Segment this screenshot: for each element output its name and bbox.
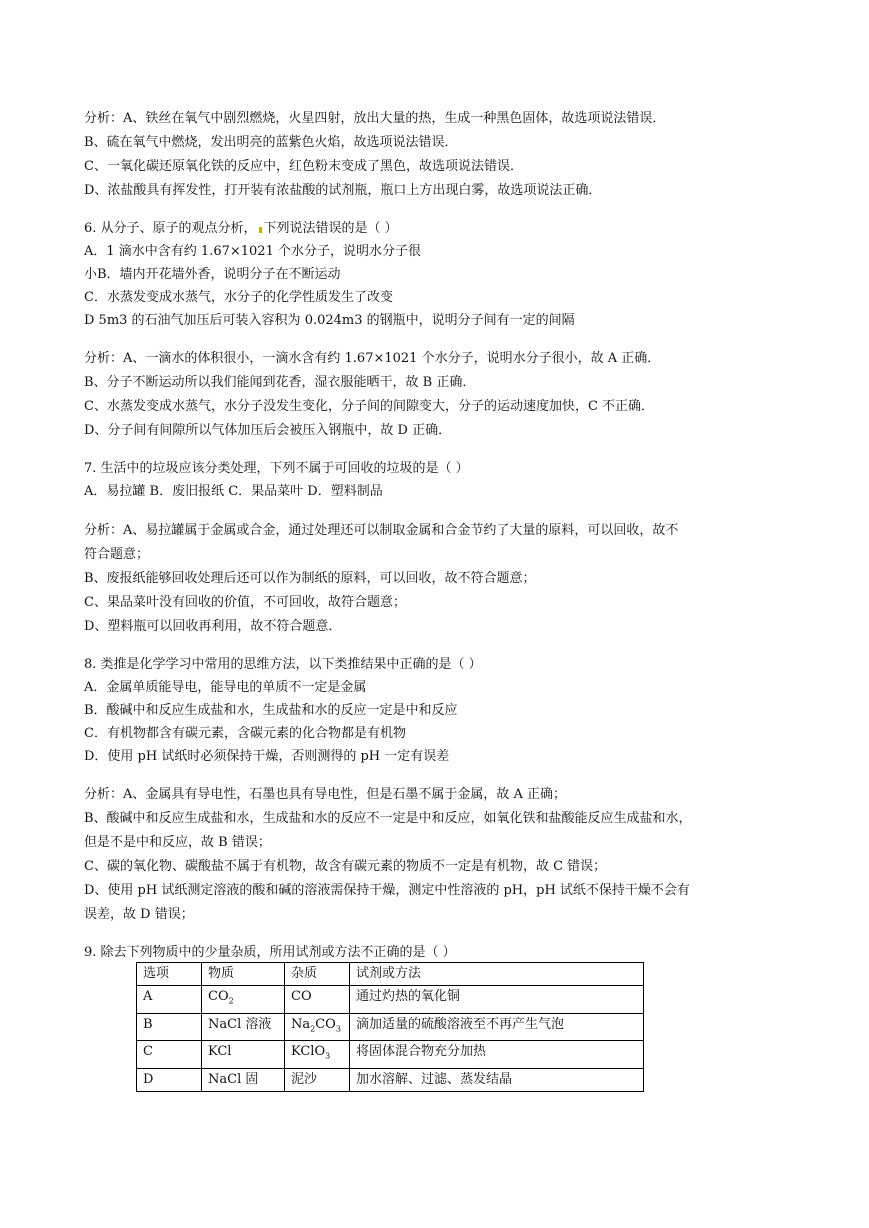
table-cell [285, 1041, 350, 1069]
table-cell: 通过灼热的氧化铜 [350, 986, 644, 1014]
text-line: 分析：A、易拉罐属于金属或合金，通过处理还可以制取金属和合金节约了大量的原料，可以回收，故不 [84, 523, 679, 538]
table-cell: 将固体混合物充分加热 [350, 1041, 644, 1069]
formula-text: Na [291, 1016, 311, 1032]
subscript: 3 [325, 1051, 331, 1061]
text-line: 分析：A、一滴水的体积很小，一滴水含有约 1.67×1021 个水分子，说明水分子很小，故 A 正确． [84, 351, 661, 366]
question-8: 8. 类推是化学学习中常用的思维方法，以下类推结果中正确的是（ ） [84, 657, 482, 672]
option-line: D 5m3 的石油气加压后可装入容积为 0.024m3 的钢瓶中，说明分子间有一定的间隔 [84, 313, 575, 328]
text-line: D、浓盐酸具有挥发性，打开装有浓盐酸的试剂瓶，瓶口上方出现白雾，故选项说法正确． [84, 183, 602, 198]
text-line: 误差，故 D 错误； [84, 907, 194, 922]
text-line: B、酸碱中和反应生成盐和水，生成盐和水的反应不一定是中和反应，如氧化铁和盐酸能反应生成盐和水， [84, 811, 692, 826]
text-line: C、一氧化碳还原氧化铁的反应中，红色粉末变成了黑色，故选项说法错误． [84, 159, 523, 174]
table-cell [202, 986, 285, 1014]
header-cell: 选项 [137, 963, 202, 986]
table-cell: KCl [202, 1041, 285, 1069]
text-line: C、水蒸发变成水蒸气，水分子没发生变化，分子间的间隙变大，分子的运动速度加快，C 不正确． [84, 399, 655, 414]
table-cell: B [137, 1013, 202, 1041]
text-line: 分析：A、铁丝在氧气中剧烈燃烧，火星四射，放出大量的热，生成一种黑色固体，故选项说法错误． [84, 111, 666, 126]
text-line: B、废报纸能够回收处理后还可以作为制纸的原料，可以回收，故不符合题意； [84, 571, 536, 586]
text-line: D、塑料瓶可以回收再利用，故不符合题意． [84, 619, 342, 634]
text-line: B、硫在氧气中燃烧，发出明亮的蓝紫色火焰，故选项说法错误． [84, 135, 458, 150]
question-9: 9. 除去下列物质中的少量杂质，所用试剂或方法不正确的是（ ） [84, 945, 456, 960]
table-cell: 泥沙 [285, 1068, 350, 1091]
subscript: 2 [310, 1024, 316, 1034]
table-row [137, 1013, 644, 1041]
highlight-marker [259, 227, 262, 233]
text-line: 符合题意； [84, 547, 150, 562]
option-line: C．水蒸发变成水蒸气，水分子的化学性质发生了改变 [84, 290, 393, 305]
table-row [137, 986, 644, 1014]
text-line: B、分子不断运动所以我们能闻到花香，湿衣服能晒干，故 B 正确． [84, 375, 476, 390]
text-line: D、使用 pH 试纸测定溶液的酸和碱的溶液需保持干燥，测定中性溶液的 pH，pH 试纸不保持干燥不会有 [84, 883, 690, 898]
options-table [136, 962, 644, 1092]
table-cell [285, 1013, 350, 1041]
formula-text: CO [315, 1016, 336, 1032]
text-line: 分析：A、金属具有导电性，石墨也具有导电性，但是石墨不属于金属，故 A 正确； [84, 787, 567, 802]
option-line: A．易拉罐 B．废旧报纸 C．果品菜叶 D．塑料制品 [84, 484, 383, 499]
subscript: 2 [228, 996, 234, 1006]
table-row [137, 1068, 644, 1091]
option-line: D．使用 pH 试纸时必须保持干燥，否则测得的 pH 一定有误差 [84, 749, 450, 764]
table-cell: D [137, 1068, 202, 1091]
table-cell: NaCl 固 [202, 1068, 285, 1091]
option-line: 小B．墙内开花墙外香，说明分子在不断运动 [84, 267, 341, 282]
table-cell: A [137, 986, 202, 1014]
question-7: 7. 生活中的垃圾应该分类处理，下列不属于可回收的垃圾的是（ ） [84, 461, 469, 476]
question-text: 下列说法错误的是（ ） [263, 221, 398, 236]
option-line: A．金属单质能导电，能导电的单质不一定是金属 [84, 680, 367, 695]
text-line: D、分子间有间隙所以气体加压后会被压入钢瓶中，故 D 正确． [84, 423, 452, 438]
table-row [137, 1041, 644, 1069]
option-line: C．有机物都含有碳元素，含碳元素的化合物都是有机物 [84, 726, 406, 741]
table-cell: 加水溶解、过滤、蒸发结晶 [350, 1068, 644, 1091]
header-cell: 杂质 [285, 963, 350, 986]
text-line: 但是不是中和反应，故 B 错误； [84, 835, 271, 850]
question-text: 6. 从分子、原子的观点分析， [84, 221, 257, 236]
option-line: B．酸碱中和反应生成盐和水，生成盐和水的反应一定是中和反应 [84, 703, 458, 718]
table-cell: C [137, 1041, 202, 1069]
table-header-row [137, 963, 644, 986]
option-line: A．1 滴水中含有约 1.67×1021 个水分子，说明水分子很 [84, 244, 421, 259]
header-cell: 试剂或方法 [350, 963, 644, 986]
table-cell: 滴加适量的硫酸溶液至不再产生气泡 [350, 1013, 644, 1041]
question-6 [84, 220, 398, 238]
table-cell: CO [285, 986, 350, 1014]
formula-text: KClO [291, 1044, 326, 1060]
table-cell: NaCl 溶液 [202, 1013, 285, 1041]
header-cell: 物质 [202, 963, 285, 986]
text-line: C、碳的氧化物、碳酸盐不属于有机物，故含有碳元素的物质不一定是有机物，故 C 错误； [84, 859, 607, 874]
subscript: 3 [335, 1024, 341, 1034]
formula-text: CO [208, 989, 229, 1004]
text-line: C、果品菜叶没有回收的价值，不可回收，故符合题意； [84, 595, 406, 610]
